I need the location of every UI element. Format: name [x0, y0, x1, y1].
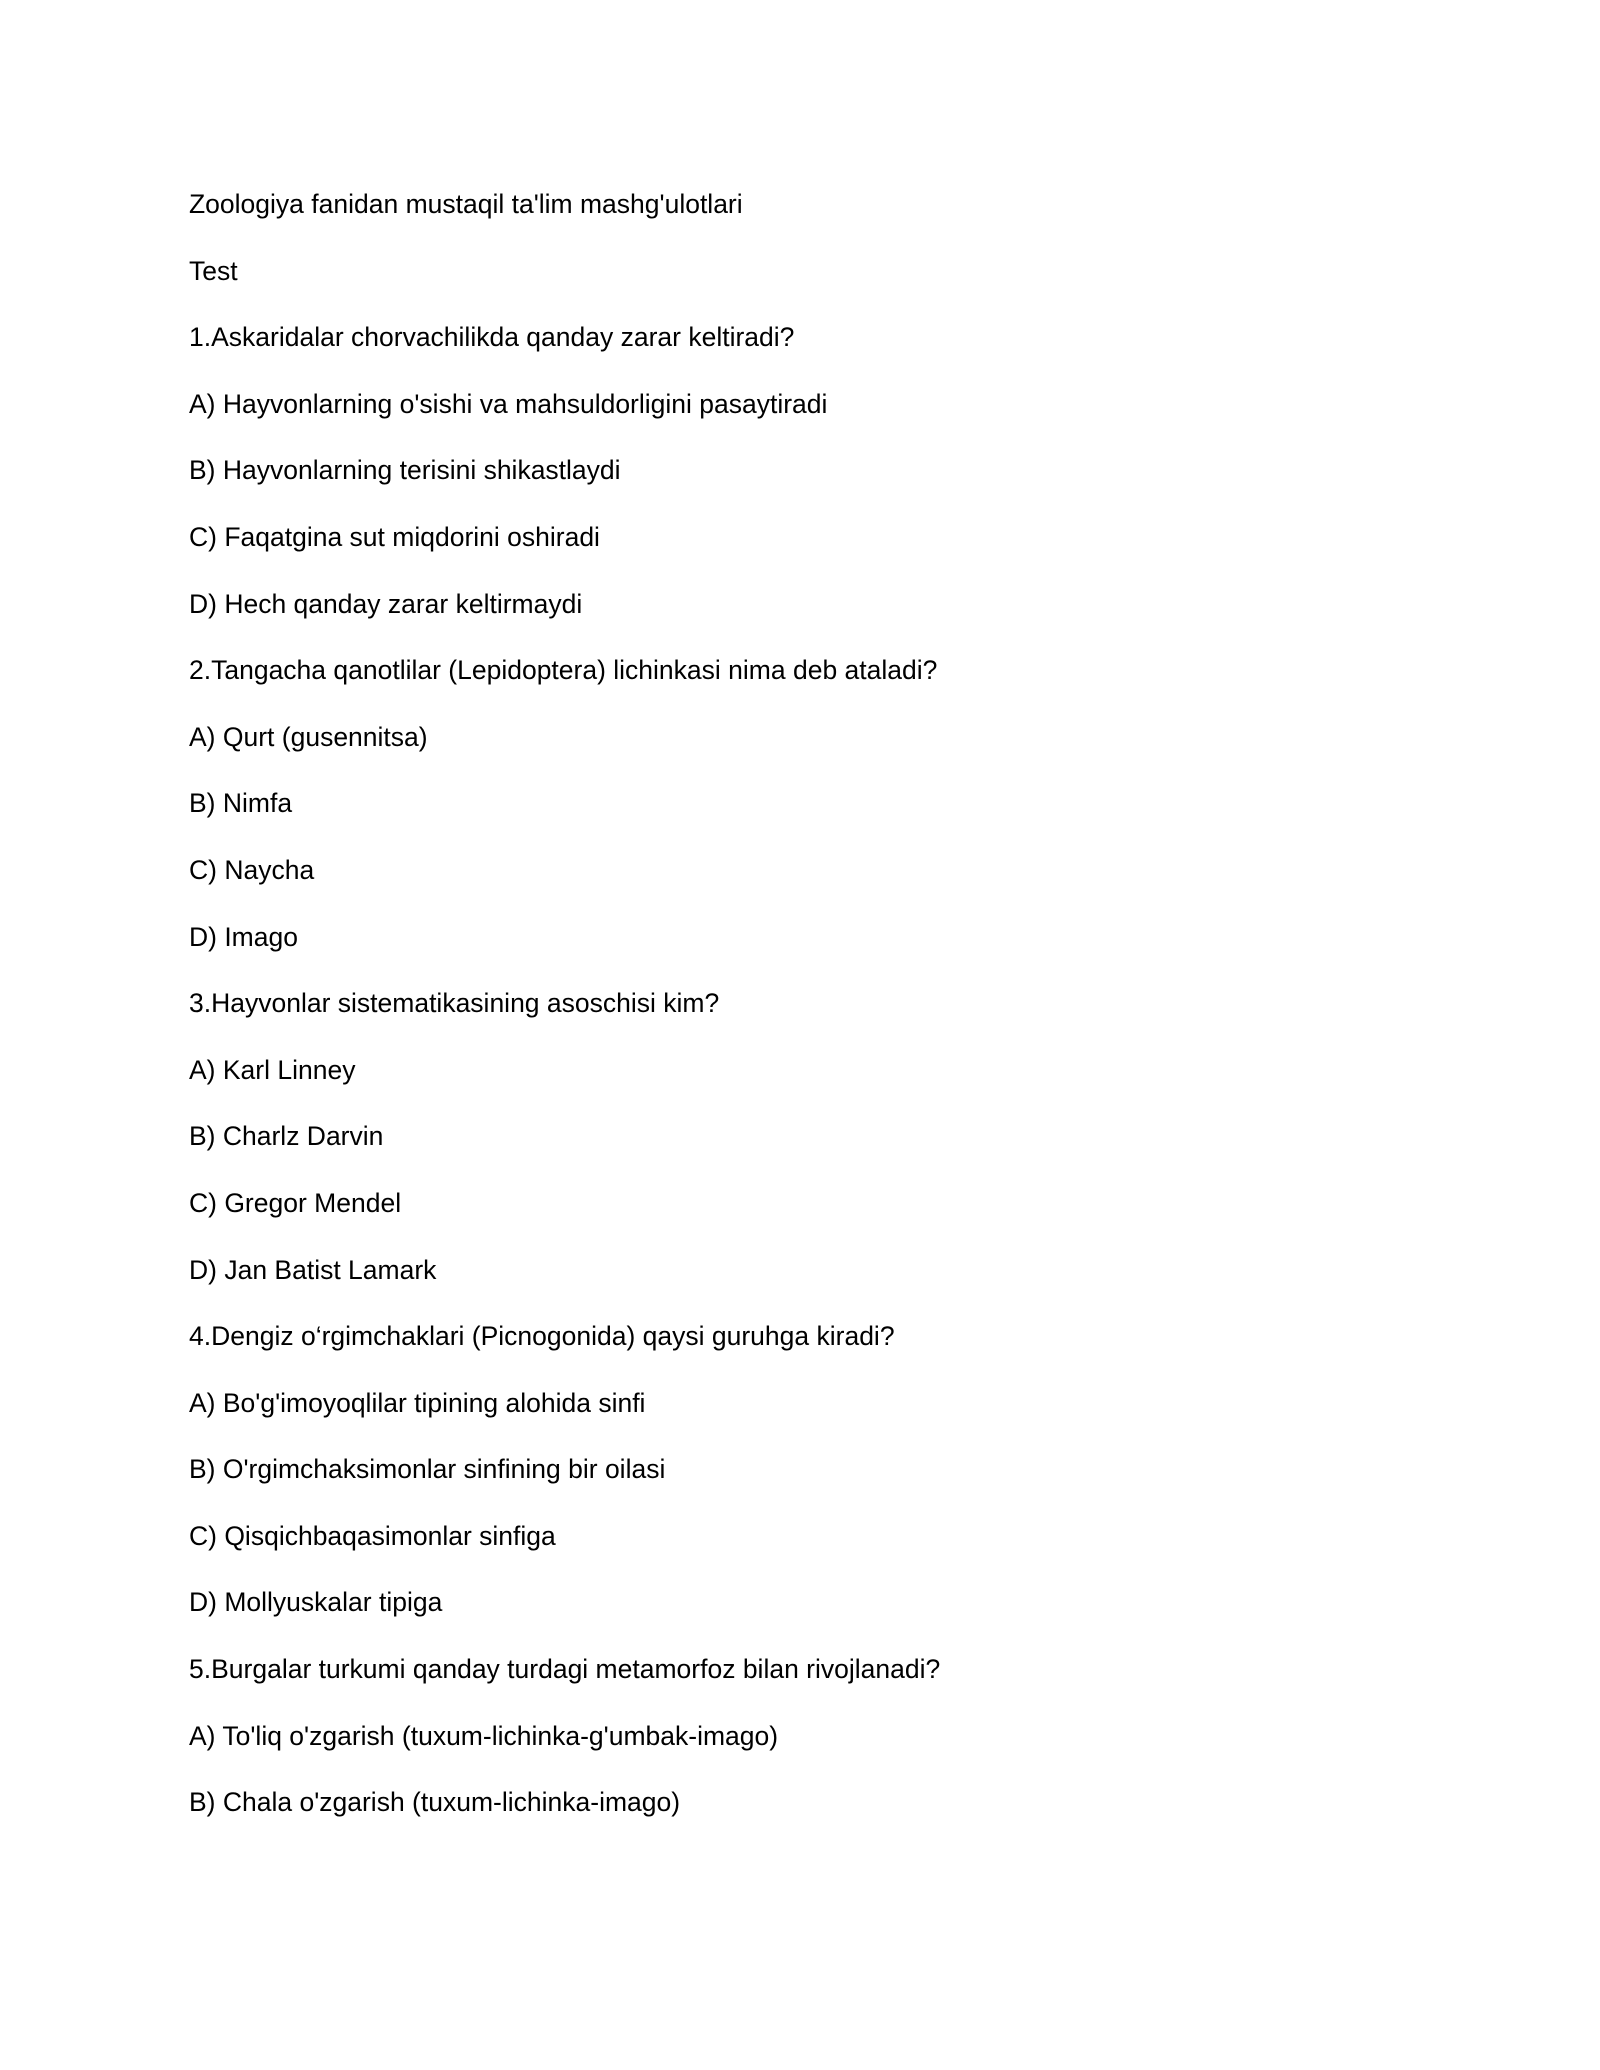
- question-text: 4.Dengiz o‘rgimchaklari (Picnogonida) qaysi guruhga kiradi?: [189, 1321, 895, 1352]
- document-subtitle: Test: [189, 255, 238, 286]
- question-block-2: [189, 652, 1409, 954]
- answer-option-d: D) Jan Batist Lamark: [189, 1254, 437, 1285]
- answer-option-a: A) Qurt (gusennitsa): [189, 721, 428, 752]
- answer-option-b: B) Chala o'zgarish (tuxum-lichinka-imago): [189, 1787, 681, 1818]
- answer-option-b: B) Hayvonlarning terisini shikastlaydi: [189, 455, 621, 486]
- answer-option-b: B) Charlz Darvin: [189, 1121, 384, 1152]
- document-body: [189, 186, 1409, 1851]
- answer-option-b: B) Nimfa: [189, 788, 293, 819]
- answer-option-c: C) Faqatgina sut miqdorini oshiradi: [189, 521, 600, 552]
- question-block-3: [189, 985, 1409, 1287]
- question-block-5: [189, 1651, 1409, 1820]
- answer-option-c: C) Naycha: [189, 854, 315, 885]
- answer-option-d: D) Mollyuskalar tipiga: [189, 1587, 443, 1618]
- answer-option-d: D) Hech qanday zarar keltirmaydi: [189, 588, 583, 619]
- answer-option-a: A) To'liq o'zgarish (tuxum-lichinka-g'umbak-imago): [189, 1720, 779, 1751]
- answer-option-b: B) O'rgimchaksimonlar sinfining bir oilasi: [189, 1454, 666, 1485]
- question-text: 2.Tangacha qanotlilar (Lepidoptera) lichinkasi nima deb ataladi?: [189, 655, 938, 686]
- answer-option-a: A) Bo'g'imoyoqlilar tipining alohida sinfi: [189, 1387, 646, 1418]
- answer-option-d: D) Imago: [189, 921, 298, 952]
- question-text: 5.Burgalar turkumi qanday turdagi metamorfoz bilan rivojlanadi?: [189, 1654, 941, 1685]
- answer-option-c: C) Qisqichbaqasimonlar sinfiga: [189, 1520, 556, 1551]
- question-text: 3.Hayvonlar sistematikasining asoschisi kim?: [189, 988, 720, 1019]
- answer-option-c: C) Gregor Mendel: [189, 1187, 402, 1218]
- question-block-4: [189, 1318, 1409, 1620]
- answer-option-a: A) Karl Linney: [189, 1054, 356, 1085]
- question-block-1: [189, 319, 1409, 621]
- answer-option-a: A) Hayvonlarning o'sishi va mahsuldorligini pasaytiradi: [189, 388, 828, 419]
- document-title: Zoologiya fanidan mustaqil ta'lim mashg'ulotlari: [189, 189, 743, 219]
- question-text: 1.Askaridalar chorvachilikda qanday zarar keltiradi?: [189, 322, 795, 353]
